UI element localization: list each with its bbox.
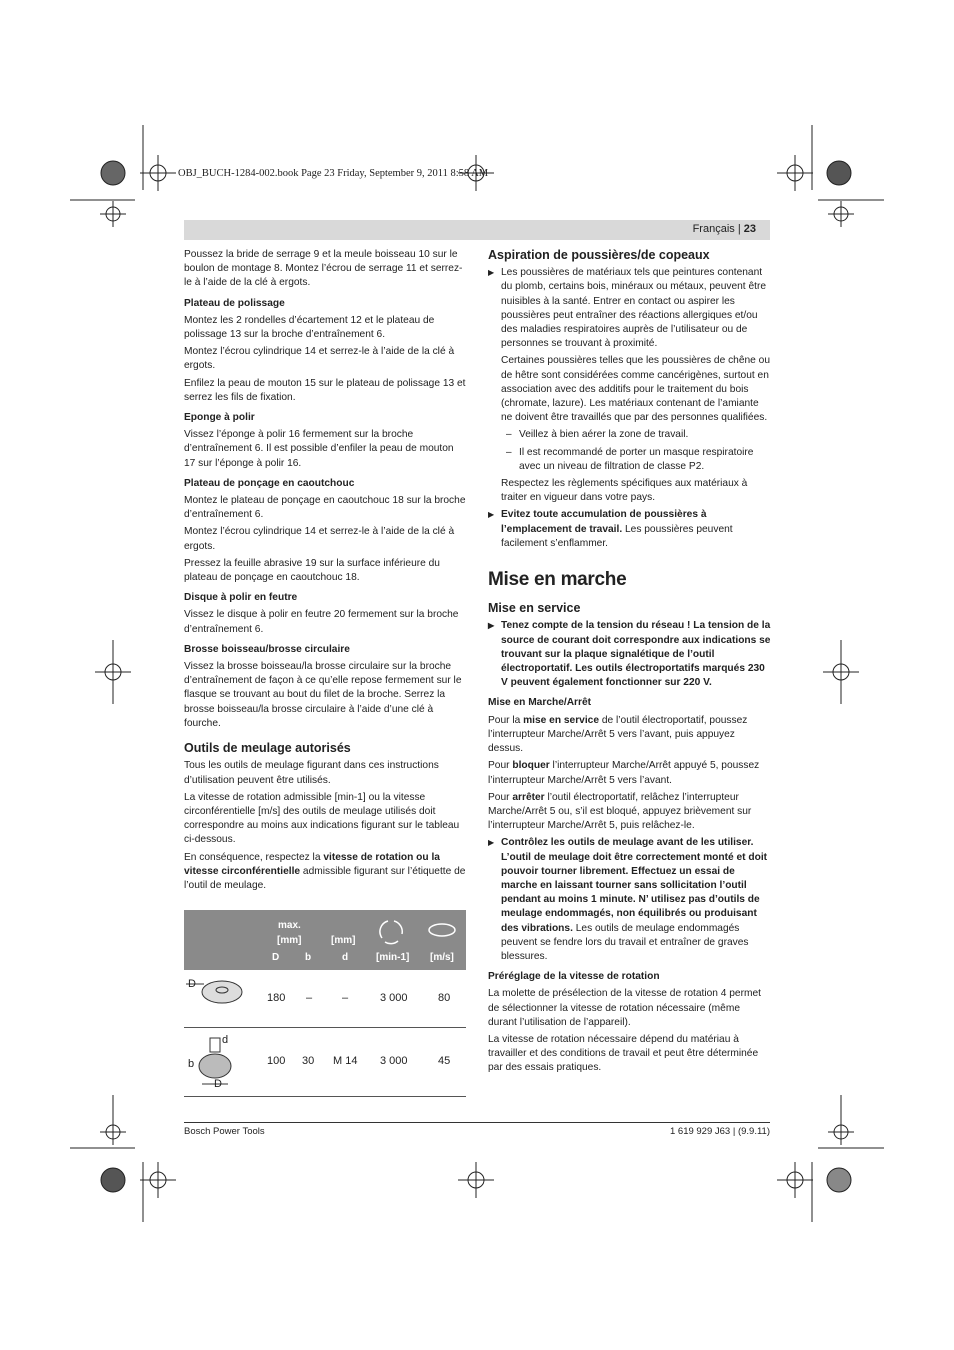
header-D: D [272, 952, 280, 963]
header-rpm: [min-1] [376, 952, 410, 963]
paragraph: Pour arrêter l’outil électroportatif, relâchez l’interrupteur Marche/Arrêt 5 ou, s’il est bloqué, appuyez brièvement sur l’interrupteur Marche/Arrêt 5, puis relâchez-le. [488, 791, 752, 832]
section-heading: Outils de meulage autorisés [184, 741, 351, 756]
header-b: b [305, 952, 312, 963]
paragraph: La vitesse de rotation nécessaire dépend du matériau à travailler et des conditions de travail et peut être déterminée par des essais pratiques. [488, 1033, 759, 1074]
paragraph: Montez l’écrou cylindrique 14 et serrez-le à l’aide de la clé à ergots. [184, 526, 455, 552]
paragraph: Poussez la bride de serrage 9 et la meule boisseau 10 sur le boulon de montage 8. Montez l’écrou de serrage 11 et serrez-le à l’aide de la clé à ergots. [184, 249, 463, 289]
table-header [184, 910, 466, 970]
header-mm: [mm] [331, 935, 356, 946]
paragraph: Tous les outils de meulage figurant dans ces instructions d’utilisation peuvent être utilisés. [184, 760, 439, 786]
footer-divider [184, 1122, 770, 1123]
subheading: Disque à polir en feutre [184, 592, 298, 604]
label-D: D [214, 1078, 222, 1090]
cell-b: 30 [302, 1055, 315, 1067]
paragraph: Pour la mise en service de l’outil électroportatif, poussez l’interrupteur Marche/Arrêt 5 vers l’avant, puis appuyez dessus. [488, 714, 748, 755]
paragraph: La molette de présélection de la vitesse de rotation 4 permet de sélectionner la vitesse de rotation nécessaire (même durant l’utilisation de l’appareil). [488, 988, 761, 1028]
table-row [184, 1028, 466, 1097]
header-ms: [m/s] [430, 952, 454, 963]
footer-doc-number: 1 619 929 J63 | (9.9.11) [669, 1126, 770, 1137]
paragraph: Vissez le disque à polir en feutre 20 fermement sur la broche d’entraînement 6. [184, 609, 459, 635]
bullet-item: ▶ Les poussières de matériaux tels que peintures contenant du plomb, certains bois, minéraux ou métaux, peuvent être nuisibles à la santé. Entrer en contact ou aspirer les poussières peut entraîner des réactions allergiques et/ou des maladies respiratoires auprès de l’utilisateur ou de personnes se trouvant à proximité. [488, 266, 771, 351]
label-d: d [222, 1034, 229, 1046]
subheading: Plateau de polissage [184, 297, 285, 309]
rotation-icon [374, 914, 408, 948]
header-d: d [342, 952, 349, 963]
page-title: Mise en marche [488, 569, 627, 591]
paragraph: Montez l’écrou cylindrique 14 et serrez-le à l’aide de la clé à ergots. [184, 346, 455, 372]
paragraph: Pressez la feuille abrasive 19 sur la surface inférieure du plateau de ponçage en caoutchouc 18. [184, 557, 440, 584]
cell-d: M 14 [333, 1055, 358, 1067]
page-header [184, 220, 770, 240]
header-max: max. [278, 920, 301, 931]
right-column [488, 248, 771, 1079]
bullet-item: ▶ Contrôlez les outils de meulage avant de les utiliser. L’outil de meulage doit être correctement monté et doit pouvoir tourner librement. Effectuez un essai de marche en laissant tourner sans sollicitation l’outil pendant au moins 1 minute. N’ utilisez pas d’outils de meulage endommagés, non équilibrés ou produisant des vibrations. Les outils de meulage endommagés peuvent se fendre lors du travail et entraîner de graves blessures. [488, 836, 771, 964]
footer-brand: Bosch Power Tools [184, 1126, 265, 1137]
circumferential-speed-icon [426, 920, 460, 940]
cell-rpm: 3 000 [380, 1055, 408, 1067]
paragraph: Montez les 2 rondelles d’écartement 12 et le plateau de polissage 13 sur la broche d’entraînement 6. [184, 314, 435, 341]
bullet-item: ▶ Evitez toute accumulation de poussières à l’emplacement de travail. Les poussières peuvent facilement s’enflammer. [488, 508, 771, 551]
paragraph: En conséquence, respectez la vitesse de rotation ou la vitesse circonférentielle admissible figurant sur l’étiquette de l’outil de meulage. [184, 851, 466, 891]
paragraph: Montez le plateau de ponçage en caoutchouc 18 sur la broche d’entraînement 6. [184, 495, 466, 521]
subheading: Préréglage de la vitesse de rotation [488, 971, 660, 983]
subheading: Brosse boisseau/brosse circulaire [184, 643, 350, 655]
subheading: Eponge à polir [184, 412, 255, 424]
label-D: D [188, 978, 196, 990]
cell-D: 180 [267, 992, 286, 1004]
label-b: b [188, 1058, 195, 1070]
grinding-tools-table [184, 910, 466, 1097]
cell-d: – [342, 992, 349, 1004]
cell-D: 100 [267, 1055, 286, 1067]
cell-ms: 80 [438, 992, 451, 1004]
subheading: Plateau de ponçage en caoutchouc [184, 477, 355, 489]
section-heading: Mise en service [488, 601, 581, 616]
bullet-item: ▶ Tenez compte de la tension du réseau ! La tension de la source de courant doit correspondre aux indications se trouvant sur la plaque signalétique de l’outil électroportatif. Les outils électroportatifs marqués 230 V peuvent également fonctionner sur 220 V. [488, 619, 771, 690]
paragraph: Pour bloquer l’interrupteur Marche/Arrêt appuyé 5, poussez l’interrupteur Marche/Arrêt 5 vers l’avant. [488, 760, 760, 786]
section-heading: Aspiration de poussières/de copeaux [488, 248, 710, 262]
left-column [184, 248, 467, 896]
dash-item: – Il est recommandé de porter un masque respiratoire avec un niveau de filtration de classe P2. [488, 446, 771, 474]
cell-b: – [306, 992, 313, 1004]
cell-rpm: 3 000 [380, 992, 408, 1004]
subheading: Mise en Marche/Arrêt [488, 697, 592, 709]
header-mm: [mm] [277, 935, 302, 946]
paragraph: Vissez la brosse boisseau/la brosse circulaire sur la broche d’entraînement de façon à ce qu’elle repose fermement sur le flasque se trouvant au bout du filet de la broche. Serrez la brosse boisseau/la brosse circulaire à l’aide d’une clé à fourche. [184, 661, 462, 729]
table-row [184, 970, 466, 1028]
cell-ms: 45 [438, 1055, 451, 1067]
file-slug: OBJ_BUCH-1284-002.book Page 23 Friday, September 9, 2011 8:58 AM [178, 168, 489, 179]
paragraph: La vitesse de rotation admissible [min-1] ou la vitesse circonférentielle [m/s] des outils de meulage utilisés doit correspondre au moins aux indications figurant sur le tableau ci-dessous. [184, 791, 460, 846]
page-number-label: Français | 23 [692, 223, 756, 235]
dash-item: – Veillez à bien aérer la zone de travail. [488, 428, 771, 442]
paragraph: Certaines poussières telles que les poussières de chêne ou de hêtre sont considérées comme cancérigènes, surtout en association avec des additifs pour le traitement du bois (chromate, lazure). Les matériaux contenant de l’amiante ne doivent être travaillés que par des personnes qualifiées. [501, 355, 770, 424]
paragraph: Enfilez la peau de mouton 15 sur le plateau de polissage 13 et serrez les fils de fixation. [184, 377, 466, 403]
paragraph: Vissez l’éponge à polir 16 fermement sur la broche d’entraînement 6. Il est possible d’enfiler la peau de mouton 17 sur l’éponge à polir 16. [184, 429, 454, 469]
paragraph: Respectez les règlements spécifiques aux matériaux à traiter en vigueur dans votre pays. [501, 478, 748, 504]
